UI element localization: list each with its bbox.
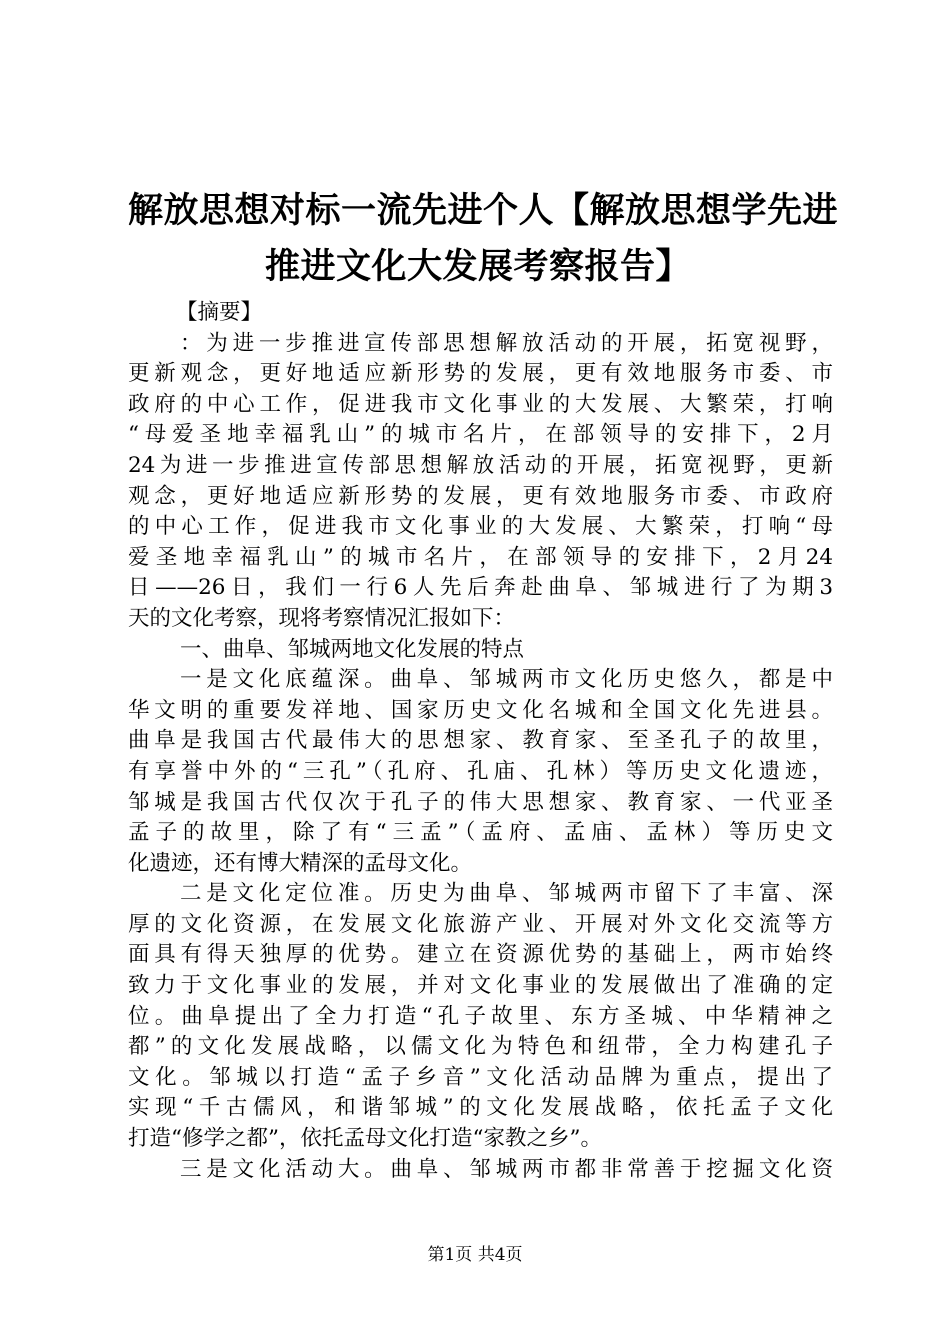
body-text-line: 化遗迹，还有博大精深的孟母文化。 (128, 850, 473, 876)
body-text-line: ：为进一步推进宣传部思想解放活动的开展，拓宽视野， (180, 330, 833, 356)
body-text-line: 实现“千古儒风，和谐邹城”的文化发展战略，依托孟子文化 (128, 1095, 833, 1121)
body-text-line: 一是文化底蕴深。曲阜、邹城两市文化历史悠久，都是中 (180, 667, 833, 693)
body-text-line: 的中心工作，促进我市文化事业的大发展、大繁荣，打响“母 (128, 514, 833, 540)
document-body (128, 298, 833, 1185)
body-text-line: 打造“修学之都”，依托孟母文化打造“家教之乡”。 (128, 1126, 602, 1152)
body-text-line: 日——26日，我们一行6人先后奔赴曲阜、邹城进行了为期3 (128, 575, 833, 601)
body-text-line: 有享誉中外的“三孔”（孔府、孔庙、孔林）等历史文化遗迹， (128, 758, 833, 784)
body-text-line: 【摘要】 (176, 300, 263, 325)
body-text-line: 政府的中心工作，促进我市文化事业的大发展、大繁荣，打响 (128, 391, 833, 417)
body-text-line: 天的文化考察，现将考察情况汇报如下： (128, 605, 516, 631)
document-title (128, 183, 839, 295)
body-text-line: 一、曲阜、邹城两地文化发展的特点 (180, 636, 525, 662)
body-text-line: 观念，更好地适应新形势的发展，更有效地服务市委、市政府 (128, 483, 833, 509)
title-line-2: 推进文化大发展考察报告】 (264, 247, 691, 287)
body-text-line: 邹城是我国古代仅次于孔子的伟大思想家、教育家、一代亚圣 (128, 789, 833, 815)
body-text-line: 更新观念，更好地适应新形势的发展，更有效地服务市委、市 (128, 361, 833, 387)
body-text-line: 华文明的重要发祥地、国家历史文化名城和全国文化先进县。 (128, 697, 833, 723)
title-line-1: 解放思想对标一流先进个人【解放思想学先进 (128, 191, 839, 231)
body-text-line: 面具有得天独厚的优势。建立在资源优势的基础上，两市始终 (128, 942, 833, 968)
body-text-line: 孟子的故里，除了有“三孟”（孟府、孟庙、孟林）等历史文 (128, 820, 833, 846)
body-text-line: 三是文化活动大。曲阜、邹城两市都非常善于挖掘文化资 (180, 1156, 833, 1182)
body-text-line: “母爱圣地幸福乳山”的城市名片，在部领导的安排下，2月 (128, 422, 833, 448)
body-text-line: 文化。邹城以打造“孟子乡音”文化活动品牌为重点，提出了 (128, 1064, 833, 1090)
body-text-line: 致力于文化事业的发展，并对文化事业的发展做出了准确的定 (128, 973, 833, 999)
page-footer: 第1页 共4页 (427, 1245, 523, 1265)
body-text-line: 厚的文化资源，在发展文化旅游产业、开展对外文化交流等方 (128, 911, 833, 937)
body-text-line: 位。曲阜提出了全力打造“孔子故里、东方圣城、中华精神之 (128, 1003, 833, 1029)
body-text-line: 爱圣地幸福乳山”的城市名片，在部领导的安排下，2月24 (128, 544, 833, 570)
body-text-line: 都”的文化发展战略，以儒文化为特色和纽带，全力构建孔子 (128, 1034, 833, 1060)
body-text-line: 24为进一步推进宣传部思想解放活动的开展，拓宽视野，更新 (128, 452, 833, 478)
body-text-line: 二是文化定位准。历史为曲阜、邹城两市留下了丰富、深 (180, 881, 833, 907)
body-text-line: 曲阜是我国古代最伟大的思想家、教育家、至圣孔子的故里， (128, 728, 833, 754)
